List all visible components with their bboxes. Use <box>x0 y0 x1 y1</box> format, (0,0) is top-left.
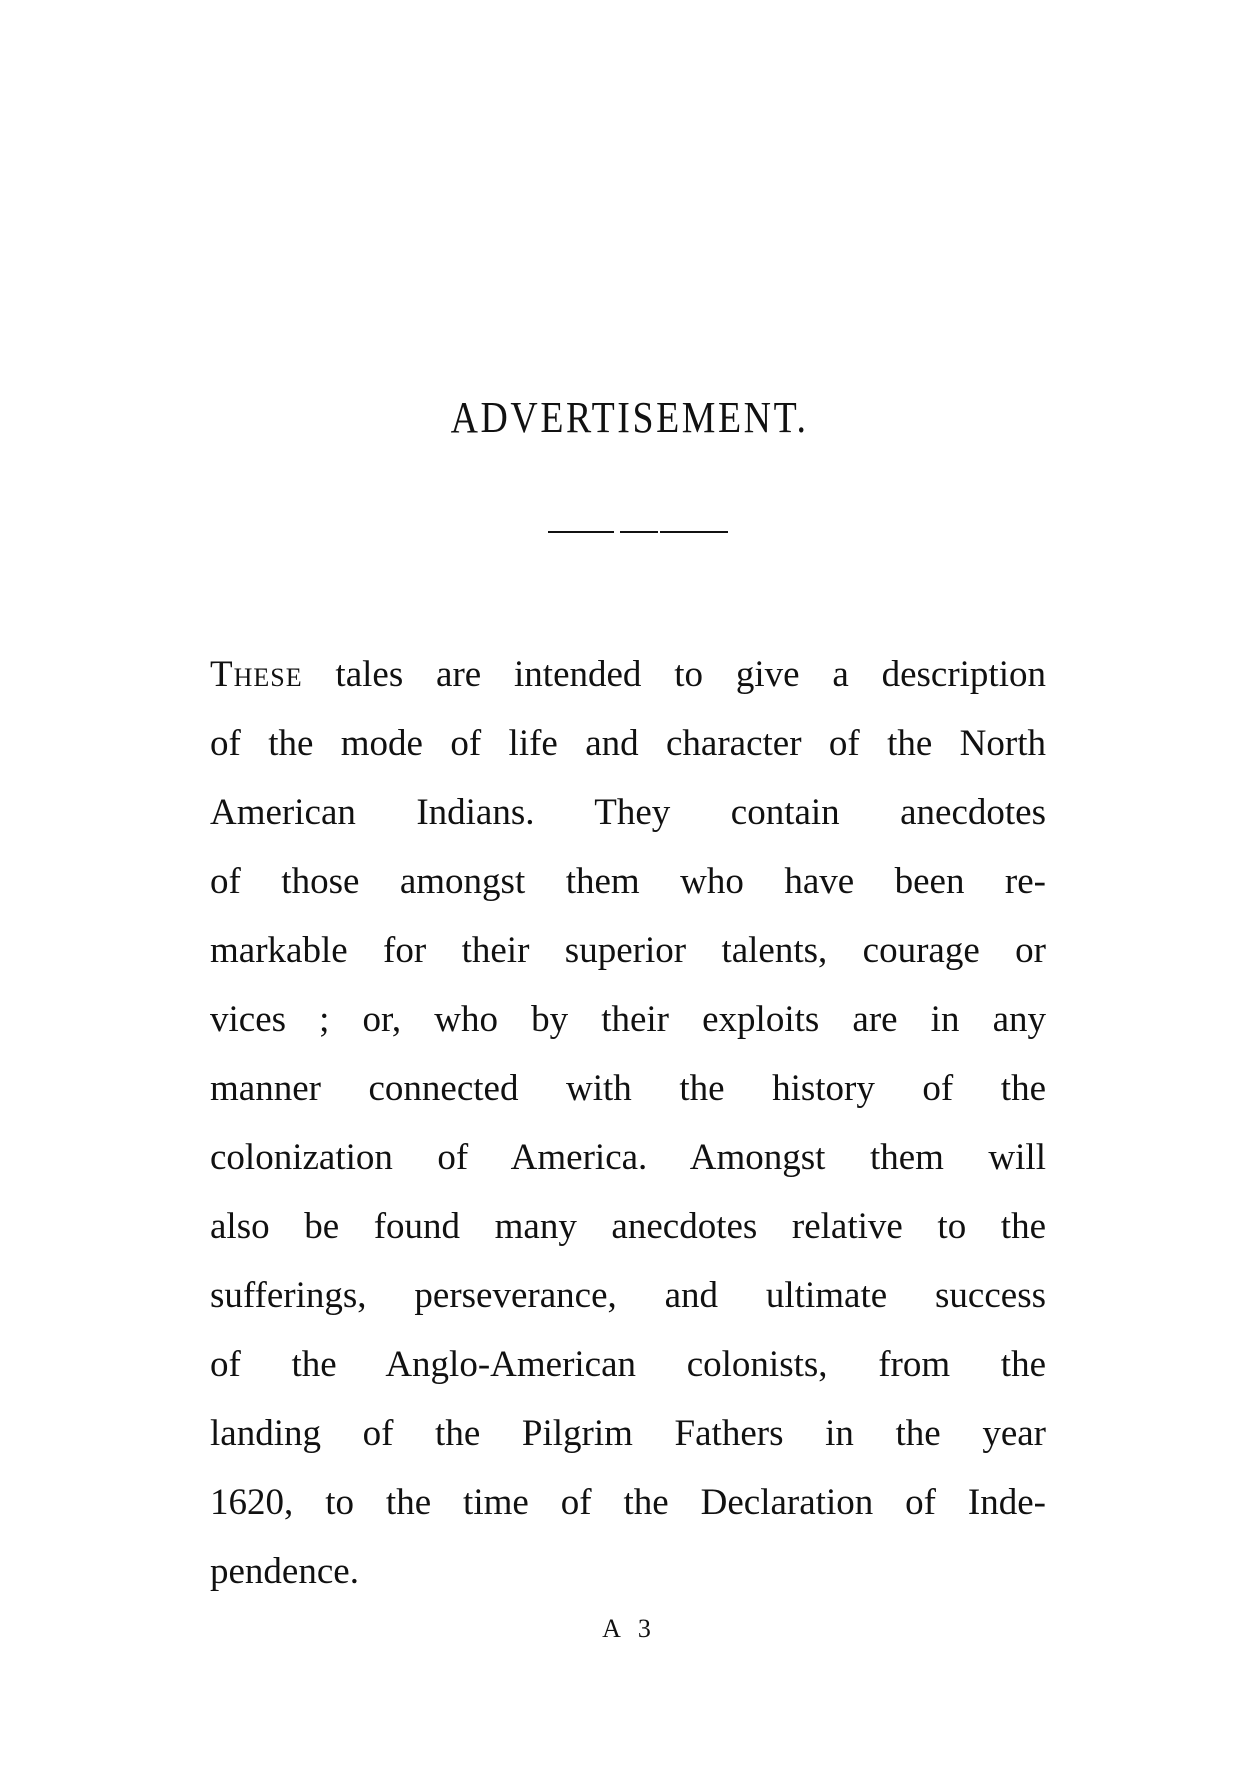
paragraph-line: sufferings, perseverance, and ultimate success <box>210 1275 1046 1316</box>
paragraph-line: colonization of America. Amongst them will <box>210 1137 1046 1178</box>
rule-segment <box>548 531 614 533</box>
paragraph-line: 1620, to the time of the Declaration of Inde- <box>210 1482 1046 1523</box>
paragraph-line: markable for their superior talents, courage or <box>210 930 1046 971</box>
paragraph-line: manner connected with the history of the <box>210 1068 1046 1109</box>
paragraph-line: of those amongst them who have been re- <box>210 861 1046 902</box>
paragraph-line <box>210 640 1046 709</box>
paragraph-line: landing of the Pilgrim Fathers in the year <box>210 1413 1046 1454</box>
paragraph-line: American Indians. They contain anecdotes <box>210 792 1046 833</box>
page-heading: ADVERTISEMENT. <box>450 393 809 442</box>
decorative-rule <box>548 531 728 533</box>
signature-mark: A 3 <box>602 1614 657 1643</box>
paragraph-line: pendence. <box>210 1551 359 1592</box>
advertisement-paragraph <box>210 640 1046 1606</box>
paragraph-line: of the mode of life and character of the North <box>210 723 1046 764</box>
paragraph-line: also be found many anecdotes relative to the <box>210 1206 1046 1247</box>
rule-segment <box>660 531 728 533</box>
rule-segment <box>620 531 658 533</box>
paragraph-line: of the Anglo-American colonists, from the <box>210 1344 1046 1385</box>
paragraph-line: vices ; or, who by their exploits are in any <box>210 999 1046 1040</box>
paragraph-line-text: tales are intended to give a description <box>302 654 1046 695</box>
paragraph-lead-word: These <box>210 654 303 695</box>
